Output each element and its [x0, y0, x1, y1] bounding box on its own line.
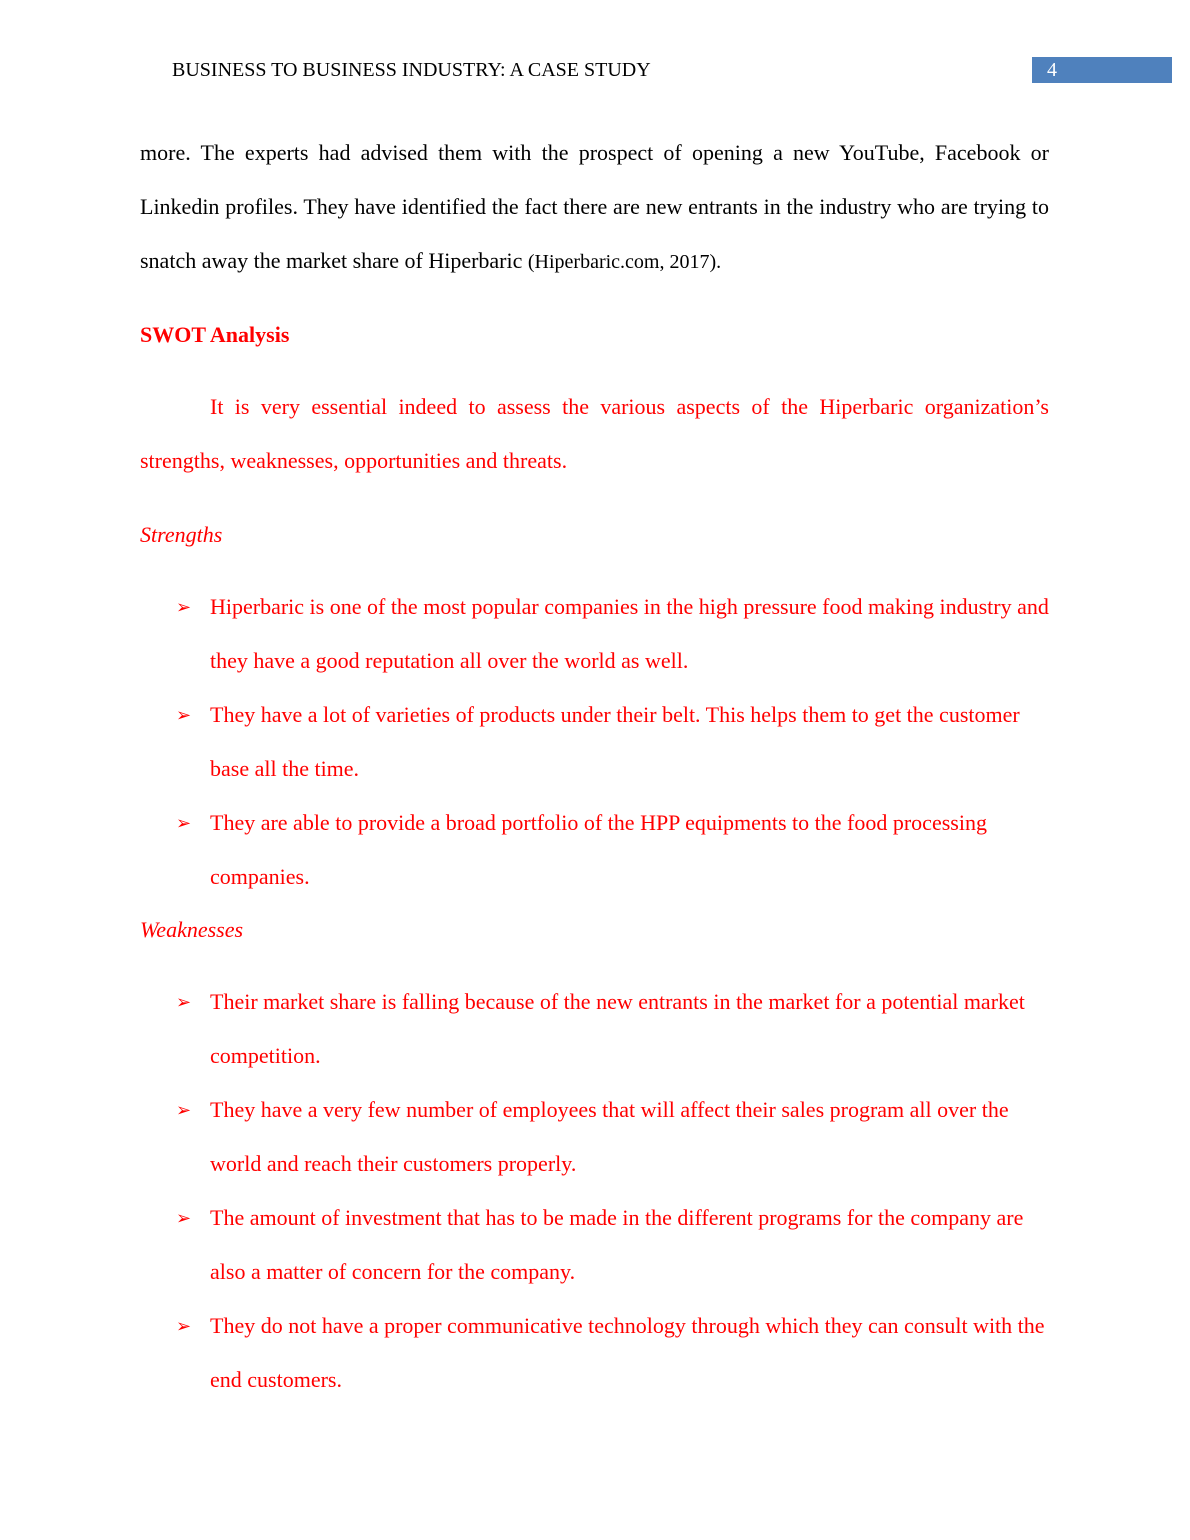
intro-paragraph: [140, 126, 1049, 289]
arrow-bullet-icon: ➢: [176, 992, 192, 1012]
intro-text: more. The experts had advised them with the prospect of opening a new YouTube, Facebook or Linkedin profiles. They have identified the fact there are new entrants in the industry who are trying to snatch away the market share of Hiperbaric: [140, 140, 1049, 273]
list-item: [140, 796, 1049, 904]
weakness-text: They have a very few number of employees that will affect their sales program all over the world and reach their customers properly.: [210, 1097, 1009, 1176]
strengths-list: [140, 580, 1049, 904]
arrow-bullet-icon: ➢: [176, 597, 192, 617]
list-item: [140, 1083, 1049, 1191]
list-item: [140, 1191, 1049, 1299]
list-item: [140, 1299, 1049, 1407]
page-number: 4: [1032, 57, 1172, 83]
weakness-text: They do not have a proper communicative technology through which they can consult with the end customers.: [210, 1313, 1045, 1392]
strength-text: They have a lot of varieties of products under their belt. This helps them to get the customer base all the time.: [210, 702, 1020, 781]
arrow-bullet-icon: ➢: [176, 1100, 192, 1120]
list-item: [140, 580, 1049, 688]
intro-citation: (Hiperbaric.com, 2017).: [527, 251, 722, 273]
swot-intro-paragraph: It is very essential indeed to assess the various aspects of the Hiperbaric organization’s strengths, weaknesses, opportunities and threats.: [140, 394, 1049, 473]
arrow-bullet-icon: ➢: [176, 1208, 192, 1228]
swot-heading: SWOT Analysis: [140, 322, 290, 347]
weakness-text: Their market share is falling because of the new entrants in the market for a potential market competition.: [210, 989, 1025, 1068]
strength-text: They are able to provide a broad portfolio of the HPP equipments to the food processing companies.: [210, 810, 987, 889]
weakness-text: The amount of investment that has to be made in the different programs for the company are also a matter of concern for the company.: [210, 1205, 1024, 1284]
strengths-heading: Strengths: [140, 522, 223, 547]
arrow-bullet-icon: ➢: [176, 1316, 192, 1336]
weaknesses-list: [140, 975, 1049, 1407]
weaknesses-heading: Weaknesses: [140, 917, 244, 942]
running-header-title: BUSINESS TO BUSINESS INDUSTRY: A CASE STUDY: [172, 59, 651, 81]
arrow-bullet-icon: ➢: [176, 813, 192, 833]
list-item: [140, 688, 1049, 796]
arrow-bullet-icon: ➢: [176, 705, 192, 725]
list-item: [140, 975, 1049, 1083]
strength-text: Hiperbaric is one of the most popular companies in the high pressure food making industry and they have a good reputation all over the world as well.: [210, 594, 1049, 673]
